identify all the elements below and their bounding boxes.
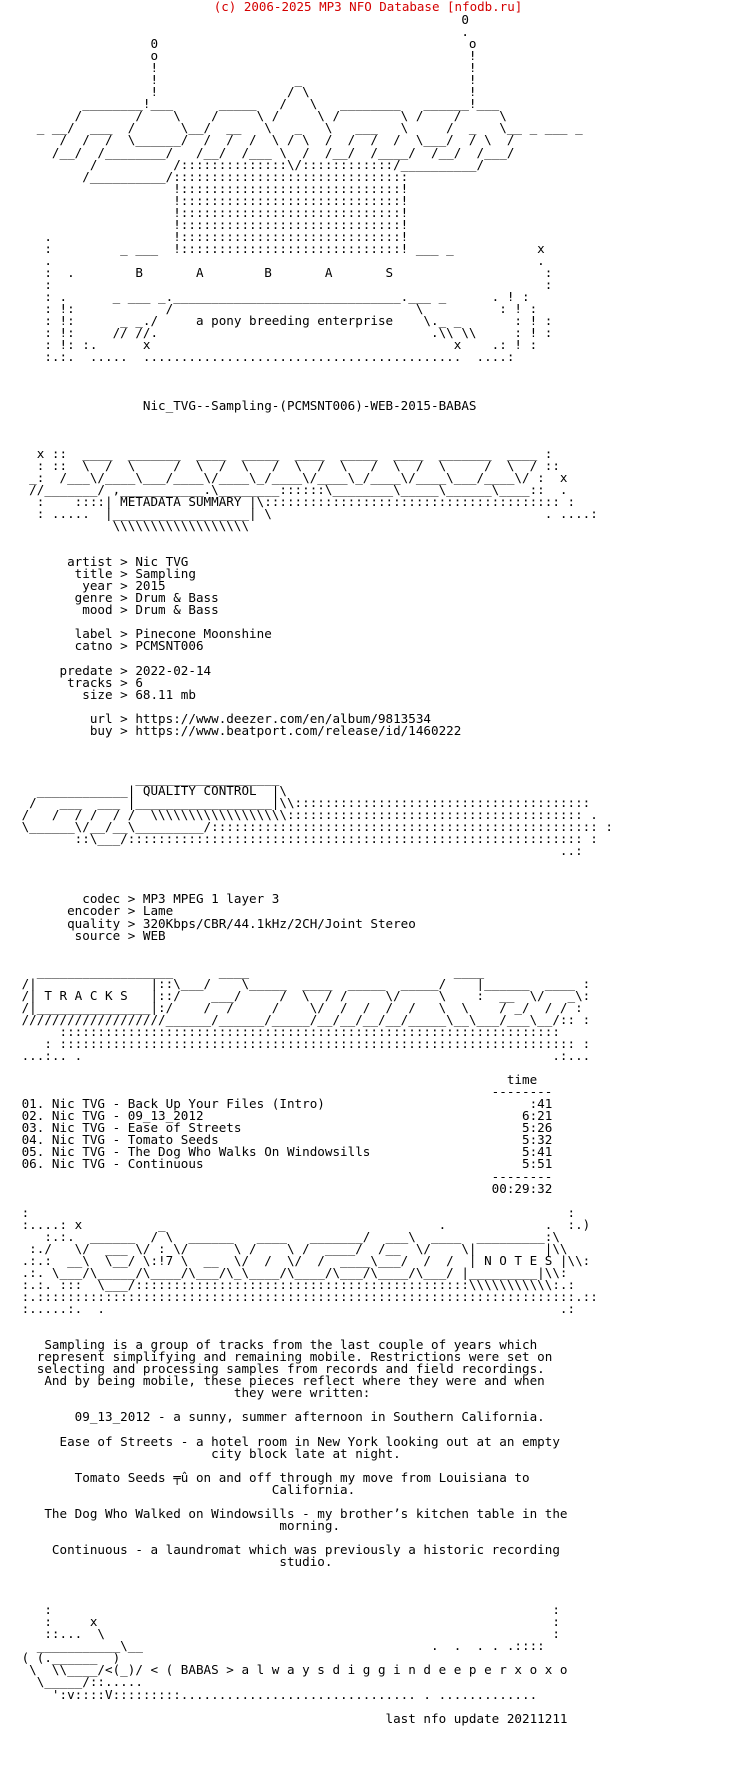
nfo-line: /| T R A C K S |::/ ___/ / \ / / \/ \ : __ \/ _\: — [14, 987, 591, 1003]
nfo-line: : x : — [14, 1614, 560, 1630]
nfo-line: :::::::::::::::::::::::::::::::::::::::::::::::::::::::::::::::::: — [14, 1023, 560, 1039]
nfo-line: they were written: — [14, 1385, 371, 1401]
nfo-line: _: /___\/____\___/____\/____\_/____\/____\_/____\/____\___/____\/ : x — [14, 469, 568, 485]
nfo-line: : . B A B A S : — [14, 264, 553, 280]
nfo-line: /|_______________|:/ / / / \/ / / / / \ \ / _/ / / : — [14, 999, 583, 1015]
nfo-line: ':v::::V:::::::::............................... . ............. — [14, 1686, 538, 1702]
nfo-line: 01. Nic TVG - Back Up Your Files (Intro) :41 — [14, 1096, 553, 1112]
nfo-line: :....: x _ . . :.) — [14, 1216, 591, 1232]
nfo-line: : :::::::::::::::::::::::::::::::::::::::::::::::::::::::::::::::::::: : — [14, 1035, 591, 1051]
nfo-line: : : — [14, 1602, 560, 1618]
nfo-line: \______\/__/__\_________/::::::::::::::::::::::::::::::::::::::::::::::::::: : — [14, 819, 613, 835]
nfo-line: 00:29:32 — [14, 1180, 553, 1196]
nfo-line: : _ ___ !:::::::::::::::::::::::::::::! ___ _ x — [14, 240, 545, 256]
nfo-line: 02. Nic TVG - 09_13_2012 6:21 — [14, 1108, 553, 1124]
nfo-line: genre > Drum & Bass — [14, 590, 219, 606]
nfo-line: . — [14, 24, 469, 40]
nfo-line: : !: _ _./ a pony breeding enterprise \._ _ : ! : — [14, 313, 553, 329]
nfo-line: morning. — [14, 1517, 341, 1533]
nfo-line: ..: — [14, 843, 583, 859]
nfo-line: predate > 2022-02-14 — [14, 662, 212, 678]
nfo-line: ///////////////////______/______/_____/__/__/__/__/_____\__\___/___\__/:: : — [14, 1011, 591, 1027]
nfo-line: :.:. ::: \___/::::::::::::::::::::::::::::::::::::::::::::\\\\\\\\\\\:.: — [14, 1276, 576, 1292]
nfo-line: Continuous - a laundromat which was previously a historic recording — [14, 1541, 560, 1557]
nfo-line: .:. \___/\_____/\____/\___/\_\____/\____/\___/\____/\___/ |_________|\\: — [14, 1264, 568, 1280]
nfo-line: 04. Nic TVG - Tomato Seeds 5:32 — [14, 1132, 553, 1148]
nfo-line: 0 — [14, 12, 469, 27]
nfo-line: /__________/::::::::::::::::::::::::::::::: — [14, 168, 409, 184]
nfo-line: x :: ____ _______ ____ _____ ____ _____ ____ _______ ____ : — [14, 445, 553, 461]
nfo-line: . . — [14, 252, 545, 268]
nfo-line: : !: / \ : ! : — [14, 301, 538, 317]
nfo-line: And by being mobile, these pieces reflect where they were and when — [14, 1373, 545, 1389]
nfo-line: catno > PCMSNT006 — [14, 638, 204, 654]
nfo-line: __________________ ____ ____ — [14, 963, 485, 979]
nfo-line: !:::::::::::::::::::::::::::::! — [14, 192, 409, 208]
nfo-line: _ __/ ___ / \__/ __ \ _ \ ___ \ / _ \__ _ ___ _ — [14, 120, 583, 136]
nfo-line: artist > Nic TVG — [14, 554, 189, 570]
nfo-line: ___________________ — [14, 770, 280, 786]
nfo-line: \_____/::..... — [14, 1674, 143, 1690]
nfo-line: represent simplifying and remaining mobile. Restrictions were set on — [14, 1349, 553, 1365]
nfo-line: / ___ ___ |__________________|\\::::::::::::::::::::::::::::::::::::::: — [14, 795, 591, 811]
nfo-line: :.:::::::::::::::::::::::::::::::::::::::::::::::::::::::::::::::::::::::.:: — [14, 1288, 598, 1304]
nfo-line: ____________| QUALITY CONTROL |\ — [14, 783, 287, 798]
nfo-line: selecting and processing samples from records and field recordings. — [14, 1361, 545, 1377]
nfo-line: The Dog Who Walked on Windowsills - my brother’s kitchen table in the — [14, 1505, 568, 1521]
nfo-line: quality > 320Kbps/CBR/44.1kHz/2CH/Joint Stereo — [14, 915, 416, 931]
nfo-line: :.....:. . .: — [14, 1301, 576, 1317]
nfo-line: studio. — [14, 1554, 333, 1569]
nfo-line: :./ \/ ___ \/ : \/ \ / \ / ____/ /__ \/ \| |\\ — [14, 1240, 568, 1256]
nfo-line: Nic_TVG--Sampling-(PCMSNT006)-WEB-2015-BABAS — [14, 397, 477, 413]
nfo-line: label > Pinecone Moonshine — [14, 626, 272, 642]
nfo-line: //_______/ ,___________.\________::::::\________\_____\______\____:: . — [14, 481, 568, 497]
nfo-line: -------- — [14, 1084, 553, 1100]
nfo-line: California. — [14, 1481, 356, 1497]
nfo-line: : ::::| METADATA SUMMARY |\::::::::::::::::::::::::::::::::::::::: : — [14, 493, 576, 509]
nfo-line: !:::::::::::::::::::::::::::::! — [14, 180, 409, 196]
nfo-line: /| |::\___/ \_____ ____ _____ _____/ |______ ____ : — [14, 975, 591, 991]
nfo-line: -------- — [14, 1168, 553, 1184]
nfo-line: 09_13_2012 - a sunny, summer afternoon in Southern California. — [14, 1409, 545, 1425]
nfo-line: ! _ ! — [14, 72, 477, 88]
nfo-line: : !: :. x x .: ! : — [14, 337, 538, 353]
nfo-line: ! / \ ! — [14, 84, 477, 100]
nfo-line: o ! — [14, 48, 477, 64]
nfo-line: codec > MP3 MPEG 1 layer 3 — [14, 891, 280, 907]
nfo-line: Ease of Streets - a hotel room in New York looking out at an empty — [14, 1433, 560, 1449]
nfo-line: buy > https://www.beatport.com/release/id/1460222 — [14, 722, 462, 738]
nfo-line: 03. Nic TVG - Ease of Streets 5:26 — [14, 1120, 553, 1136]
nfo-line: : . _ ___ _.______________________________.___ _ . ! : — [14, 289, 530, 305]
nfo-line: ::... \ : — [14, 1626, 560, 1642]
nfo-line: mood > Drum & Bass — [14, 602, 219, 618]
nfo-line: size > 68.11 mb — [14, 686, 196, 702]
nfo-line: source > WEB — [14, 927, 166, 943]
nfo-line: Sampling is a group of tracks from the last couple of years which — [14, 1337, 538, 1353]
nfo-line: 05. Nic TVG - The Dog Who Walks On Windowsills 5:41 — [14, 1144, 553, 1160]
nfo-line: :.:. ______ / \ ______ ____ _______/ ___\ ____ _________:\ — [14, 1228, 560, 1244]
nfo-line: : !: // //. .\\ \\ : ! : — [14, 325, 553, 341]
nfo-line: / /::::::::::::::\/::::::::::::/__________/ — [14, 156, 485, 172]
nfo-line: !:::::::::::::::::::::::::::::! — [14, 204, 409, 220]
nfo-line: ( (.______ ) — [14, 1650, 121, 1666]
nfo-line: 0 o — [14, 36, 477, 52]
nfo-line: / / \ / \ / \ / \ / / \ — [14, 108, 507, 124]
nfo-line: !:::::::::::::::::::::::::::::! — [14, 216, 409, 232]
nfo-line: / / / / / / \\\\\\\\\\\\\\\\\\::::::::::::::::::::::::::::::::::::::: . — [14, 807, 598, 823]
nfo-line: ! ! — [14, 60, 477, 76]
nfo-line: : :: \ / \ / \ / \ / \ / \ / \ / \ / \ / :: — [14, 457, 560, 473]
nfo-line: : : — [14, 277, 553, 293]
nfo-line: / / / \______/ / / / \ / \ / / / / \___/ / \ / — [14, 132, 515, 148]
nfo-line: : ..... |__________________| \ . ....: — [14, 505, 598, 521]
nfo-line: .:.: __\ \__/ \:!7 \ __ \/ / \/ / ____\___/ / / | N O T E S |\\: — [14, 1252, 591, 1268]
nfo-line: 06. Nic TVG - Continuous 5:51 — [14, 1156, 553, 1172]
nfo-line: :.:. ..... .......................................... ....: — [14, 349, 515, 365]
nfo-line: city block late at night. — [14, 1445, 401, 1461]
nfo-line: Tomato Seeds ╤û on and off through my move from Louisiana to — [14, 1469, 530, 1485]
nfo-document — [14, 14, 613, 1725]
nfo-line: /__/ /________/ /__/ /___ \ / /__/ /____/ /__/ /___/ — [14, 144, 515, 160]
nfo-line: encoder > Lame — [14, 903, 174, 919]
nfo-line: year > 2015 — [14, 578, 166, 594]
nfo-line: time — [14, 1072, 538, 1088]
nfo-line: ___________\__ . . . . .:::: — [14, 1638, 545, 1654]
nfo-line: last nfo update 20211211 — [14, 1710, 568, 1726]
nfo-line: \\\\\\\\\\\\\\\\\\ — [14, 517, 250, 533]
nfo-line: tracks > 6 — [14, 674, 143, 690]
nfo-line: title > Sampling — [14, 566, 196, 582]
page-header: (c) 2006-2025 MP3 NFO Database [nfodb.ru] — [213, 0, 523, 14]
nfo-line: ________!___ _____ / \ ________ ______!___ — [14, 96, 500, 112]
nfo-line: . !:::::::::::::::::::::::::::::! — [14, 228, 409, 244]
nfo-line: url > https://www.deezer.com/en/album/9813534 — [14, 710, 432, 726]
nfo-line: ::\___/:::::::::::::::::::::::::::::::::::::::::::::::::::::::::::: : — [14, 831, 598, 847]
nfo-line: ...:.. . .:... — [14, 1048, 591, 1064]
nfo-line: \ \\____/<(_)/ < ( BABAS > a l w a y s d i g g i n d e e p e r x o x o — [14, 1662, 568, 1678]
nfo-line: : : — [14, 1204, 576, 1220]
